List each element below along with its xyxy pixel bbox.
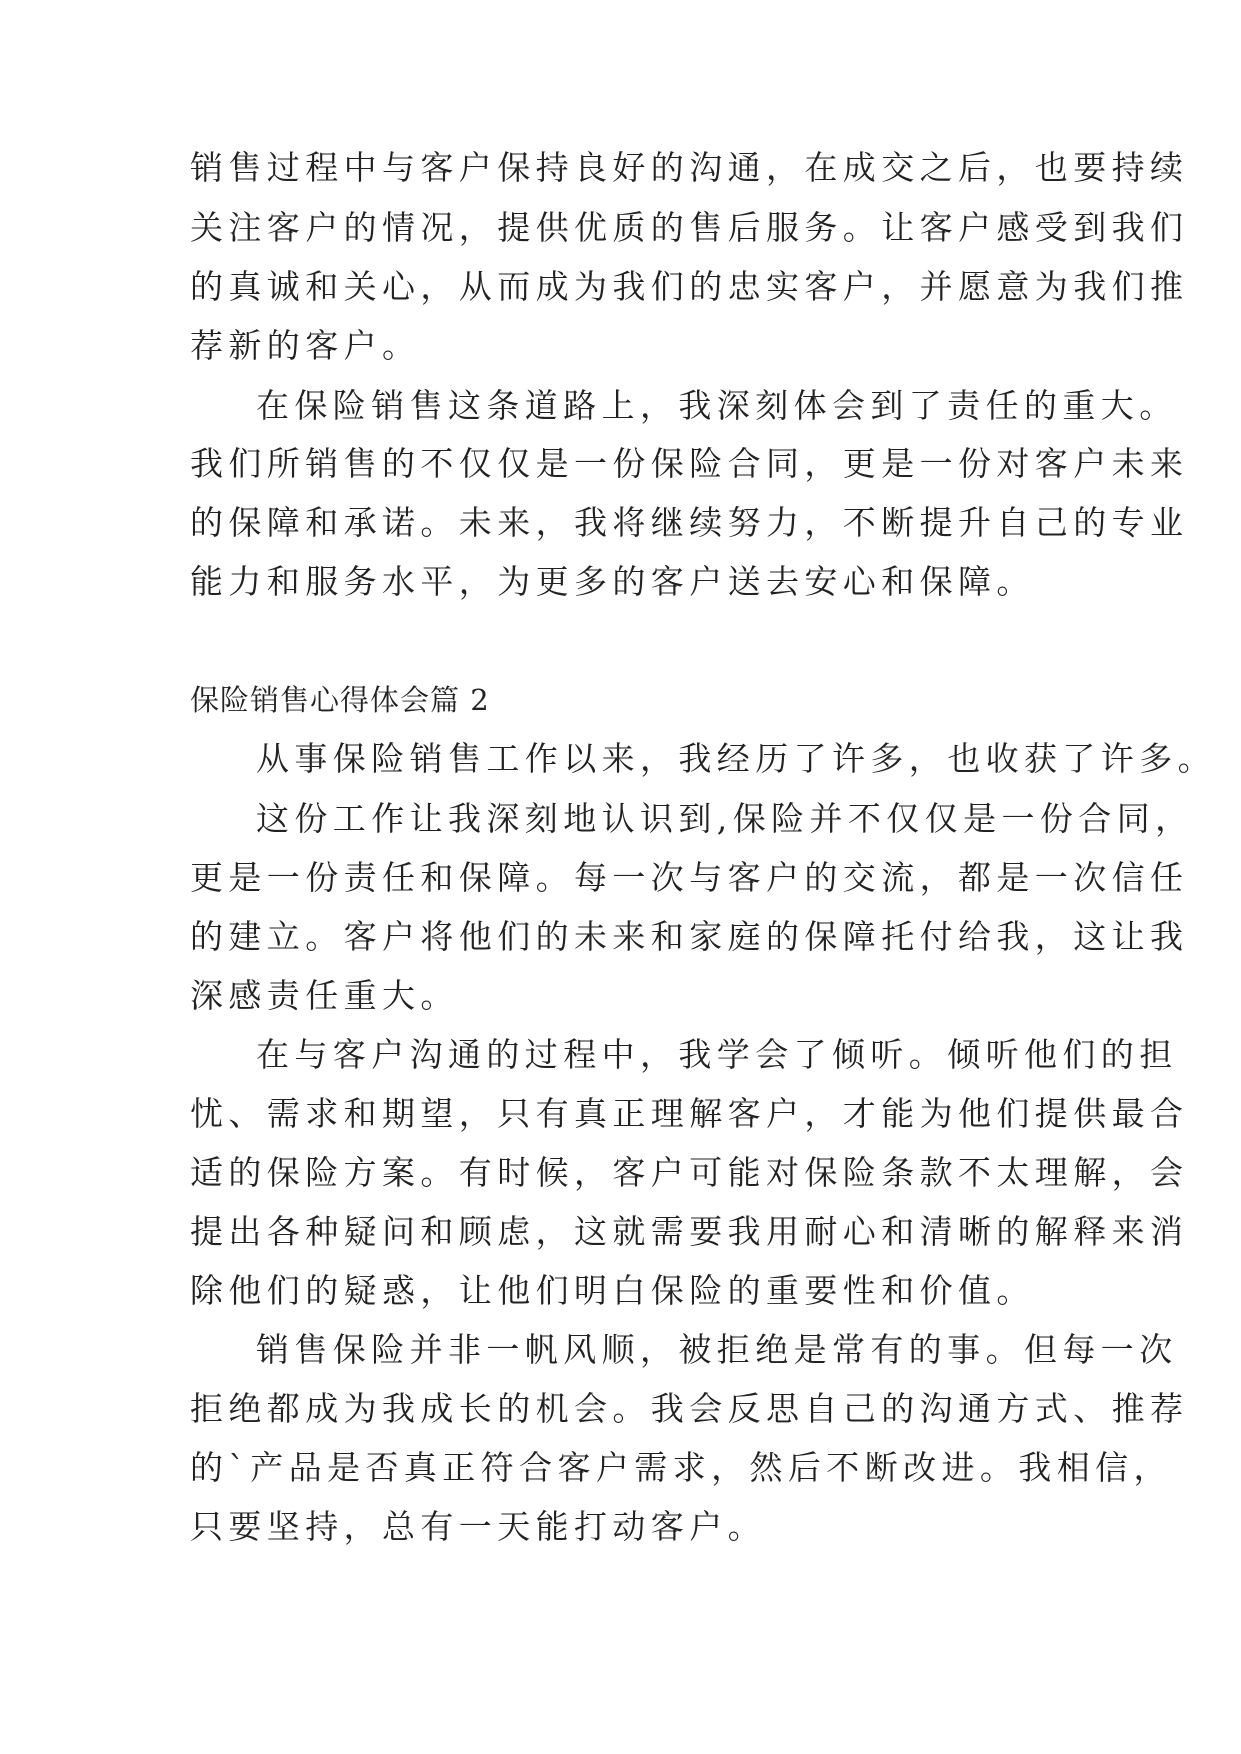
- paragraph-line: 忧、需求和期望，只有真正理解客户，才能为他们提供最合: [190, 1094, 1189, 1133]
- paragraph-line: 从事保险销售工作以来，我经历了许多，也收获了许多。: [256, 739, 1216, 778]
- paragraph-line: 我们所销售的不仅仅是一份保险合同，更是一份对客户未来: [190, 444, 1189, 483]
- paragraph-line: 销售保险并非一帆风顺，被拒绝是常有的事。但每一次: [256, 1330, 1178, 1369]
- paragraph-line: 能力和服务水平，为更多的客户送去安心和保障。: [190, 562, 1035, 601]
- paragraph-line: 只要坚持，总有一天能打动客户。: [190, 1507, 766, 1546]
- paragraph-line: 适的保险方案。有时候，客户可能对保险条款不太理解，会: [190, 1153, 1189, 1192]
- paragraph-line: 的保障和承诺。未来，我将继续努力，不断提升自己的专业: [190, 503, 1189, 542]
- paragraph-line: 荐新的客户。: [190, 326, 421, 365]
- paragraph-line: 在与客户沟通的过程中，我学会了倾听。倾听他们的担: [256, 1035, 1178, 1074]
- paragraph-line: 除他们的疑惑，让他们明白保险的重要性和价值。: [190, 1271, 1035, 1310]
- paragraph-line: 这份工作让我深刻地认识到,保险并不仅仅是一份合同，: [256, 799, 1194, 838]
- paragraph-line: 的真诚和关心，从而成为我们的忠实客户，并愿意为我们推: [190, 267, 1189, 306]
- paragraph-line: 的`产品是否真正符合客户需求，然后不断改进。我相信，: [190, 1448, 1172, 1487]
- section-heading: 保险销售心得体会篇 2: [190, 683, 490, 717]
- paragraph-line: 在保险销售这条道路上，我深刻体会到了责任的重大。: [256, 386, 1178, 425]
- paragraph-line: 关注客户的情况，提供优质的售后服务。让客户感受到我们: [190, 208, 1189, 247]
- paragraph-line: 的建立。客户将他们的未来和家庭的保障托付给我，这让我: [190, 917, 1189, 956]
- paragraph-line: 销售过程中与客户保持良好的沟通，在成交之后，也要持续: [190, 148, 1189, 187]
- paragraph-line: 拒绝都成为我成长的机会。我会反思自己的沟通方式、推荐: [190, 1389, 1189, 1428]
- paragraph-line: 更是一份责任和保障。每一次与客户的交流，都是一次信任: [190, 858, 1189, 897]
- paragraph-line: 提出各种疑问和顾虑，这就需要我用耐心和清晰的解释来消: [190, 1212, 1189, 1251]
- paragraph-line: 深感责任重大。: [190, 976, 459, 1015]
